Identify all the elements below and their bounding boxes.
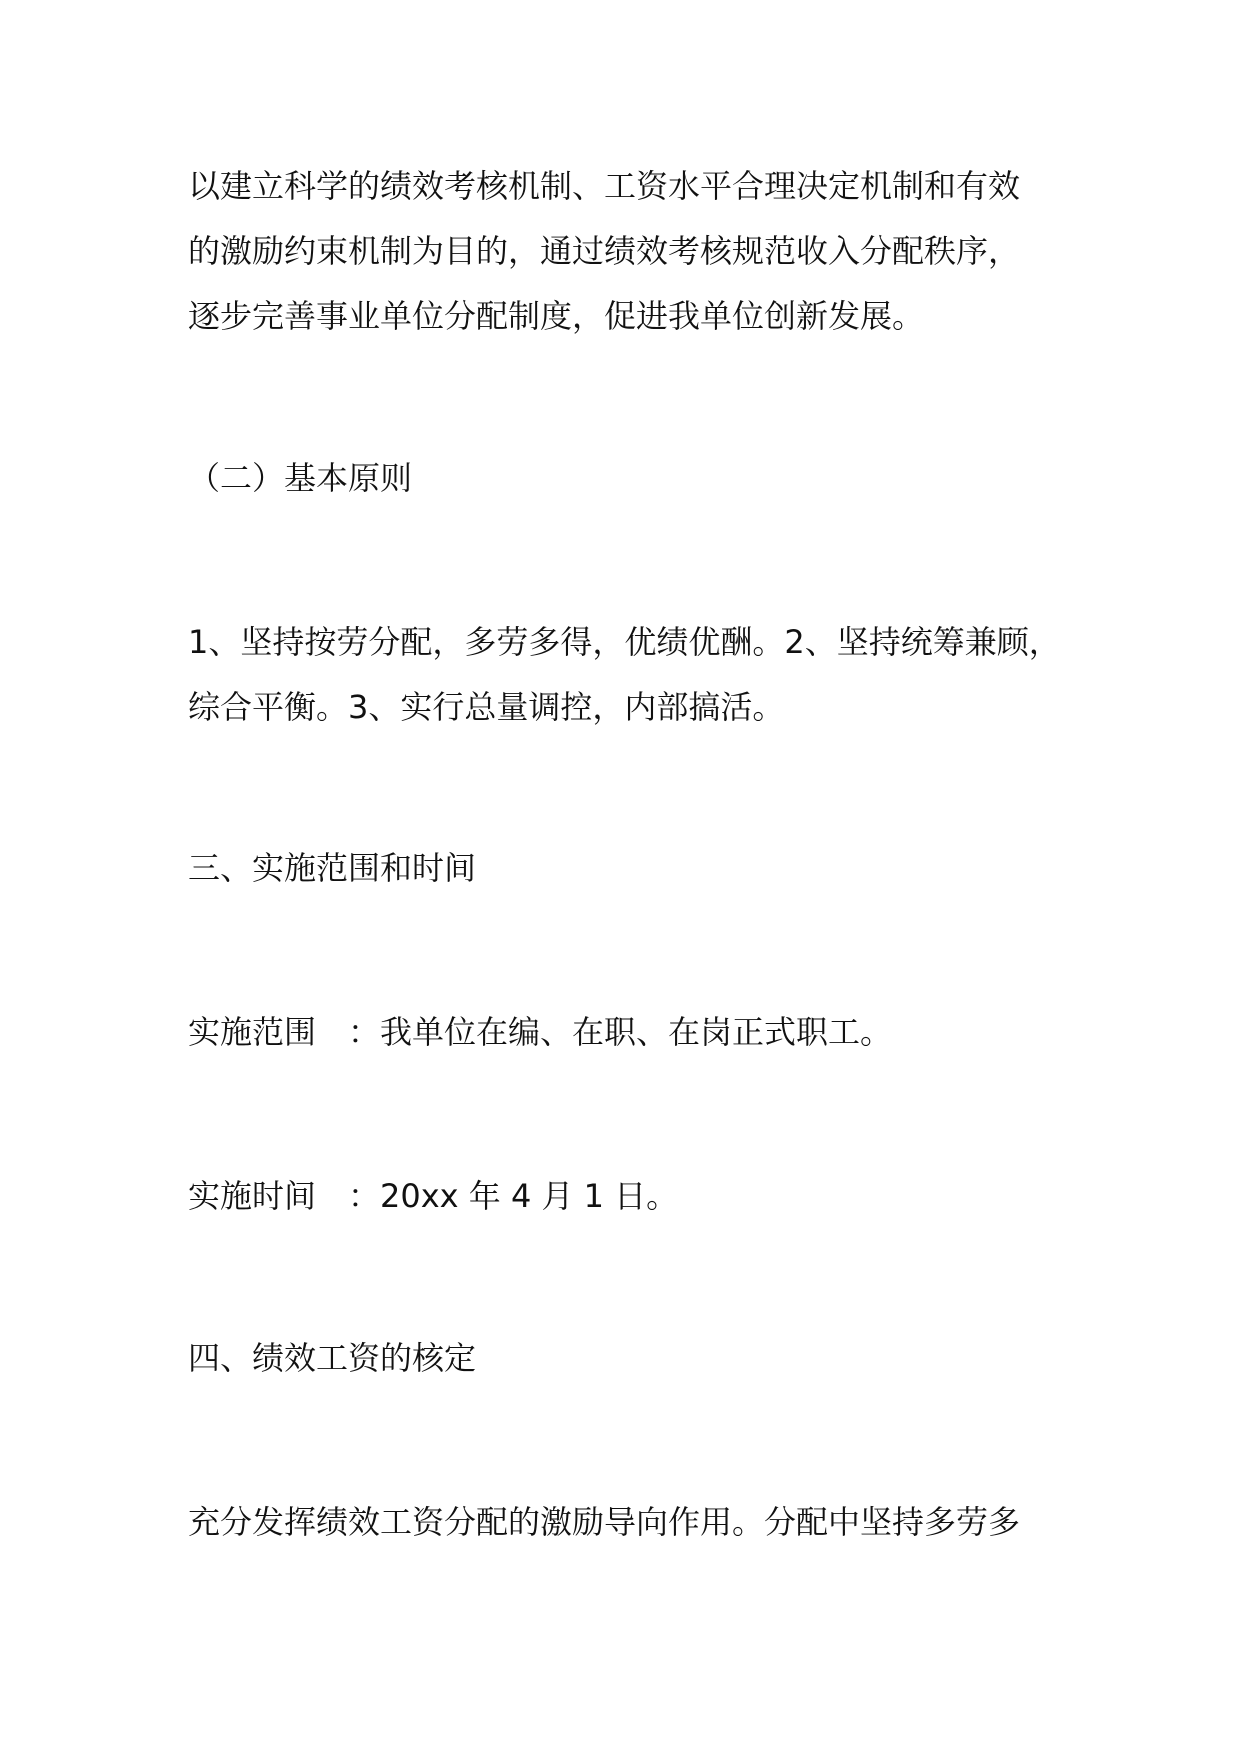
text-line: 逐步完善事业单位分配制度，促进我单位创新发展。: [188, 297, 925, 335]
paragraph-scope: 实施范围 ：我单位在编、在职、在岗正式职工。: [188, 1013, 893, 1051]
heading-scope-and-time: 三、实施范围和时间: [188, 849, 477, 887]
text-line: 充分发挥绩效工资分配的激励导向作用。分配中坚持多劳多: [188, 1503, 1021, 1541]
paragraph-purpose: [188, 154, 1068, 349]
text-line: 1、坚持按劳分配，多劳多得，优绩优酬。2、坚持统筹兼顾，: [188, 623, 1061, 661]
heading-basic-principles: （二）基本原则: [188, 459, 413, 497]
paragraph-principles: [188, 610, 1068, 740]
heading-performance-pay: 四、绩效工资的核定: [188, 1339, 477, 1377]
text-line: 以建立科学的绩效考核机制、工资水平合理决定机制和有效: [188, 167, 1021, 205]
text-line: 的激励约束机制为目的，通过绩效考核规范收入分配秩序，: [188, 232, 1021, 270]
paragraph-time: 实施时间 ：20xx 年 4 月 1 日。: [188, 1177, 679, 1215]
text-line: 综合平衡。3、实行总量调控，内部搞活。: [188, 688, 785, 726]
paragraph-distribution: [188, 1490, 1068, 1555]
